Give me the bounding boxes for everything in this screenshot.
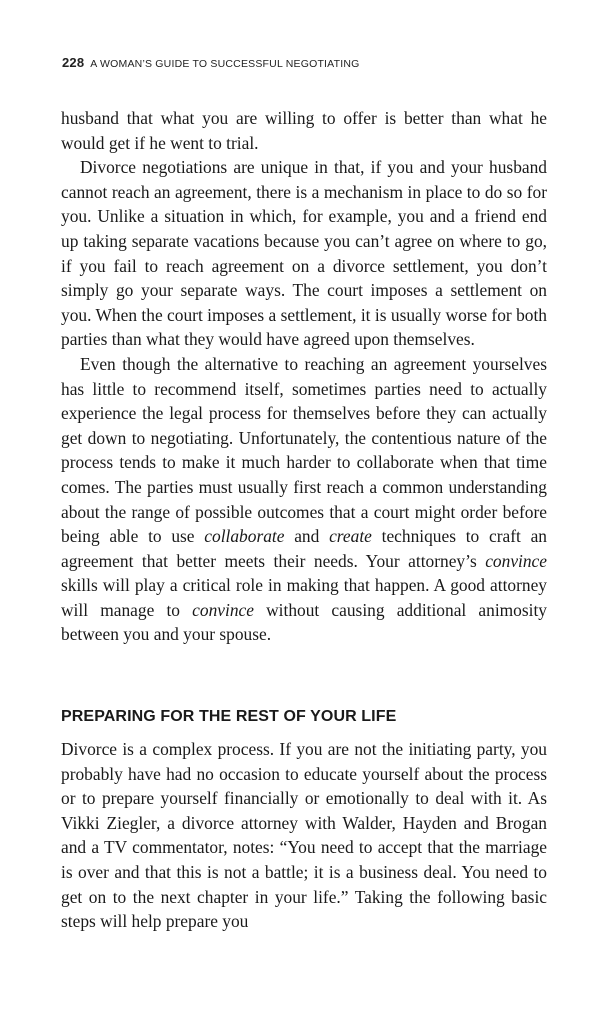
- emphasis-collaborate: collaborate: [204, 526, 285, 547]
- emphasis-create: create: [329, 526, 372, 547]
- paragraph-divorce-complex: Divorce is a complex process. If you are not the initiating party, you probably have had no occasion to educate yourself about the process or to prepare yourself financially or emotionally to deal with it. As Vikki Ziegler, a divorce attorney with Walder, Hayden and Brogan and a TV commentator, notes: “You need to accept that the marriage is over and that this is not a battle; it is a business deal. You need to get on to the next chapter in your life.” Taking the following basic steps will help prepare you: [61, 739, 547, 932]
- paragraph-text-segment: Even though the alternative to reaching an agreement yourselves has little to recommend itself, sometimes parties need to actually experience the legal process for themselves before they can actually get down to negotiating. Unfortunately, the contentious nature of the process tends to make it much harder to collaborate when that time comes. The parties must usually first reach a common understanding about the range of possible outcomes that a court might order before being able to use: [61, 353, 547, 547]
- section-heading: PREPARING FOR THE REST OF YOUR LIFE: [61, 708, 397, 725]
- running-title: A WOMAN’S GUIDE TO SUCCESSFUL NEGOTIATING: [90, 58, 360, 70]
- emphasis-convince: convince: [192, 599, 254, 620]
- section-body: [61, 737, 547, 934]
- paragraph-text-segment: skills will play a critical role in making that happen. A good attorney will manage to: [61, 575, 547, 620]
- body-text: [61, 106, 547, 647]
- paragraph-continued: husband that what you are willing to offer is better than what he would get if he went to trial.: [61, 108, 547, 153]
- page-number: 228: [62, 55, 85, 70]
- running-header: [62, 55, 359, 70]
- emphasis-convince: convince: [485, 550, 547, 571]
- paragraph-text-segment: without causing additional animosity between you and your spouse.: [61, 599, 548, 645]
- paragraph-divorce-negotiations: Divorce negotiations are unique in that, if you and your husband cannot reach an agreement, there is a mechanism in place to do so for you. Unlike a situation in which, for example, you and a friend end up taking separate vacations because you can’t agree on where to go, if you fail to reach agreement on a divorce settlement, you don’t simply go your separate ways. The court imposes a settlement on you. When the court imposes a settlement, it is usually worse for both parties than what they would have agreed upon themselves.: [61, 157, 547, 350]
- paragraph-alternative-agreement: [61, 352, 547, 647]
- paragraph-text-segment: and: [284, 526, 330, 547]
- paragraph-text-segment: techniques to craft an agreement that better meets their needs. Your attorney’s: [61, 526, 547, 571]
